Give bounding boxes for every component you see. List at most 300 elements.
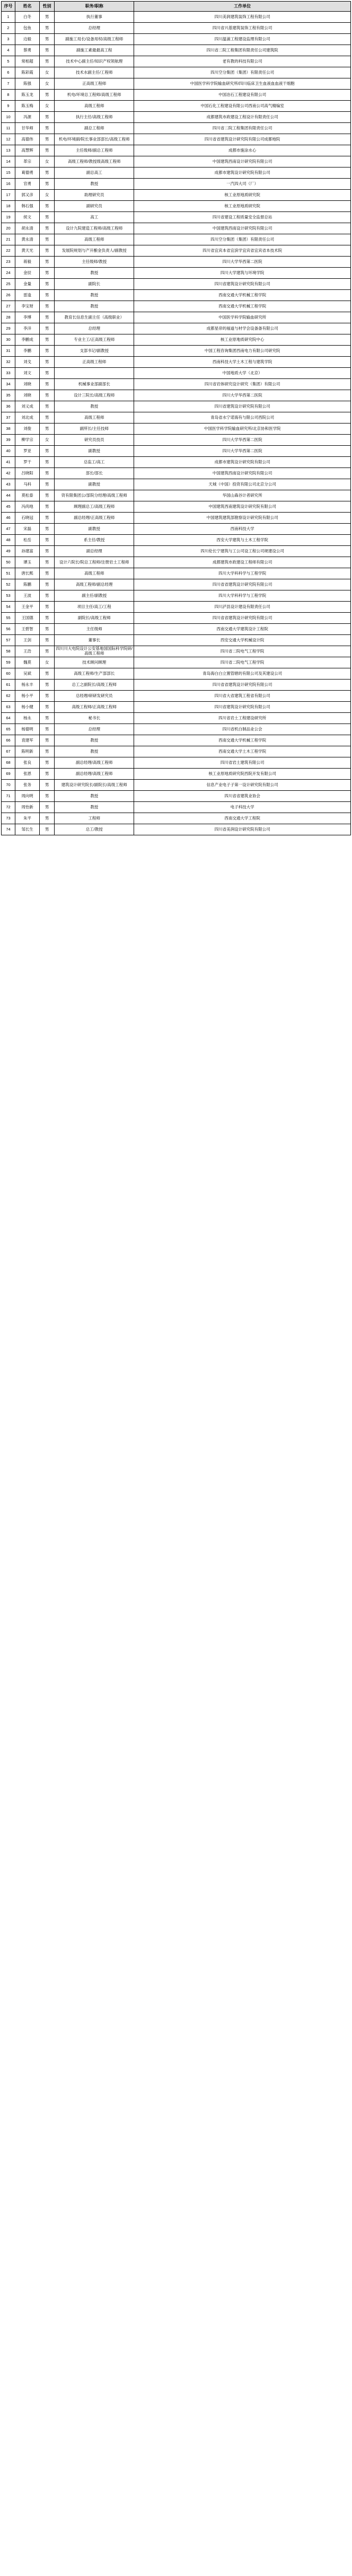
cell-organization: 四川省省建筑设计研究院有限公司 bbox=[134, 613, 351, 624]
cell-name: 王浩 bbox=[15, 646, 40, 657]
cell-sex: 男 bbox=[40, 401, 55, 412]
table-row bbox=[2, 635, 351, 646]
cell-sex: 男 bbox=[40, 390, 55, 401]
expert-roster-table bbox=[1, 1, 351, 835]
cell-organization: 四川省省建筑设计研究院有限公司 bbox=[134, 680, 351, 691]
cell-sex: 男 bbox=[40, 546, 55, 557]
cell-title: 技术中心副主任/知识产权领航理 bbox=[55, 56, 134, 67]
cell-index: 16 bbox=[2, 179, 15, 190]
cell-title: 秘书长 bbox=[55, 713, 134, 724]
column-header-index: 序号 bbox=[2, 2, 15, 12]
cell-organization: 西南科技大学 bbox=[134, 524, 351, 535]
cell-index: 2 bbox=[2, 23, 15, 34]
table-row bbox=[2, 468, 351, 479]
cell-index: 1 bbox=[2, 12, 15, 23]
table-row bbox=[2, 746, 351, 757]
cell-organization: 四川省岩土建筑有限公司 bbox=[134, 757, 351, 769]
cell-index: 61 bbox=[2, 680, 15, 691]
cell-name: 高慧辉 bbox=[15, 145, 40, 156]
cell-organization: 成都市施涂水心 bbox=[134, 145, 351, 156]
cell-title: 副总经理/高级工程师 bbox=[55, 769, 134, 780]
cell-name: 松岳 bbox=[15, 535, 40, 546]
cell-name: 王剑 bbox=[15, 635, 40, 646]
cell-name: 雷逢 bbox=[15, 290, 40, 301]
cell-title: 董事长 bbox=[55, 635, 134, 646]
cell-title: 高级工程师/副总经理 bbox=[55, 579, 134, 590]
cell-index: 51 bbox=[2, 568, 15, 579]
cell-sex: 男 bbox=[40, 713, 55, 724]
cell-sex: 男 bbox=[40, 535, 55, 546]
cell-name: 魏莫 bbox=[15, 657, 40, 668]
cell-title: 高级工程师 bbox=[55, 412, 134, 424]
cell-organization: 核工业原地质研究院西院开发有限公司 bbox=[134, 769, 351, 780]
cell-organization: 成都市建筑设计研究院有限公司 bbox=[134, 457, 351, 468]
cell-name: 刘晓 bbox=[15, 379, 40, 390]
cell-title: 主任级师/教授 bbox=[55, 257, 134, 268]
cell-title: 执行主任/高级工程师 bbox=[55, 112, 134, 123]
cell-sex: 男 bbox=[40, 735, 55, 746]
table-row bbox=[2, 12, 351, 23]
cell-name: 陈彩霞 bbox=[15, 67, 40, 78]
cell-organization: 四川大学华西第二医院 bbox=[134, 446, 351, 457]
cell-name: 宋磊 bbox=[15, 524, 40, 535]
table-row bbox=[2, 45, 351, 56]
cell-name: 罗干 bbox=[15, 457, 40, 468]
cell-title: 副主任/副教授 bbox=[55, 590, 134, 602]
cell-name: 孙建富 bbox=[15, 546, 40, 557]
cell-organization: 成都星帝的福道与材学会设备备有限公司 bbox=[134, 323, 351, 334]
cell-sex: 男 bbox=[40, 34, 55, 45]
cell-sex: 男 bbox=[40, 769, 55, 780]
table-row bbox=[2, 546, 351, 557]
cell-name: 李鹏成 bbox=[15, 334, 40, 346]
cell-name: 朱平 bbox=[15, 813, 40, 824]
cell-organization: 四川省省建筑业协会 bbox=[134, 791, 351, 802]
cell-organization: 青岛省水宁诺海有与限公司西院公司 bbox=[134, 412, 351, 424]
cell-organization: 四川大学建筑与环境学院 bbox=[134, 268, 351, 279]
cell-name: 张恩 bbox=[15, 769, 40, 780]
cell-index: 47 bbox=[2, 524, 15, 535]
table-row bbox=[2, 179, 351, 190]
cell-index: 14 bbox=[2, 156, 15, 167]
cell-index: 23 bbox=[2, 257, 15, 268]
table-row bbox=[2, 735, 351, 746]
cell-organization: 中国地质大学（北京） bbox=[134, 368, 351, 379]
cell-name: 袁建军 bbox=[15, 735, 40, 746]
table-row bbox=[2, 145, 351, 156]
cell-organization: 西安大学建筑与土木工程学院 bbox=[134, 535, 351, 546]
cell-title: 正高级工程师 bbox=[55, 357, 134, 368]
cell-sex: 男 bbox=[40, 112, 55, 123]
cell-index: 56 bbox=[2, 624, 15, 635]
cell-organization: 四川省美润设计研究院有限公司 bbox=[134, 824, 351, 835]
cell-sex: 男 bbox=[40, 746, 55, 757]
cell-sex: 男 bbox=[40, 56, 55, 67]
cell-organization: 西南科技大学土木工程与建筑学院 bbox=[134, 357, 351, 368]
cell-name: 柳学宗 bbox=[15, 435, 40, 446]
cell-organization: 四川省建筑设计研究院有限公司 bbox=[134, 279, 351, 290]
cell-name: 黄天光 bbox=[15, 245, 40, 257]
cell-sex: 男 bbox=[40, 90, 55, 101]
cell-index: 38 bbox=[2, 424, 15, 435]
cell-sex: 男 bbox=[40, 490, 55, 501]
cell-organization: 西南交通大学机械工程学院 bbox=[134, 290, 351, 301]
cell-title: 总经理 bbox=[55, 323, 134, 334]
cell-organization: 中国建筑西南设计研究院有限公司 bbox=[134, 468, 351, 479]
table-row bbox=[2, 245, 351, 257]
cell-name: 金辰 bbox=[15, 268, 40, 279]
cell-organization: 四川大学华西第二医院 bbox=[134, 257, 351, 268]
table-row bbox=[2, 357, 351, 368]
cell-sex: 男 bbox=[40, 334, 55, 346]
cell-title: 教授 bbox=[55, 802, 134, 813]
cell-organization: 信息产业电子子第一设计研究院有限公司 bbox=[134, 780, 351, 791]
cell-title: 执行董事 bbox=[55, 12, 134, 23]
cell-title: 教授 bbox=[55, 179, 134, 190]
cell-organization: 华国山森谷计者研究所 bbox=[134, 490, 351, 501]
cell-index: 35 bbox=[2, 390, 15, 401]
cell-name: 刘晓 bbox=[15, 390, 40, 401]
cell-title: 系主任/教授 bbox=[55, 535, 134, 546]
table-row bbox=[2, 257, 351, 268]
cell-index: 19 bbox=[2, 212, 15, 223]
cell-organization: 西南交通大学机械工程学院 bbox=[134, 735, 351, 746]
cell-title: 副教授 bbox=[55, 524, 134, 535]
table-row bbox=[2, 424, 351, 435]
cell-organization: 电子科技大学 bbox=[134, 802, 351, 813]
table-row bbox=[2, 613, 351, 624]
cell-sex: 男 bbox=[40, 646, 55, 657]
cell-sex: 男 bbox=[40, 412, 55, 424]
cell-organization: 四川温浦工程建设监理有限公司 bbox=[134, 34, 351, 45]
cell-index: 55 bbox=[2, 613, 15, 624]
cell-sex: 男 bbox=[40, 824, 55, 835]
cell-name: 石晓冠 bbox=[15, 513, 40, 524]
cell-index: 20 bbox=[2, 223, 15, 234]
cell-title: 教授 bbox=[55, 746, 134, 757]
cell-sex: 男 bbox=[40, 802, 55, 813]
cell-title: 高级工程师 bbox=[55, 101, 134, 112]
cell-sex: 男 bbox=[40, 724, 55, 735]
table-row bbox=[2, 568, 351, 579]
cell-index: 6 bbox=[2, 67, 15, 78]
cell-sex: 女 bbox=[40, 657, 55, 668]
table-row bbox=[2, 702, 351, 713]
cell-title: 设计九院建造工程师/高级工程师 bbox=[55, 223, 134, 234]
column-header-organization: 工作单位 bbox=[134, 2, 351, 12]
cell-sex: 女 bbox=[40, 156, 55, 167]
table-row bbox=[2, 513, 351, 524]
cell-sex: 男 bbox=[40, 234, 55, 245]
cell-organization: 成都市建筑设计研究院有限公司 bbox=[134, 167, 351, 179]
cell-sex: 男 bbox=[40, 223, 55, 234]
cell-index: 67 bbox=[2, 746, 15, 757]
cell-name: 官勇 bbox=[15, 179, 40, 190]
cell-organization: 老有教的科技有限公司 bbox=[134, 56, 351, 67]
cell-title: 建筑设计研究院长/副院长/高级工程师 bbox=[55, 780, 134, 791]
cell-index: 45 bbox=[2, 501, 15, 513]
table-row bbox=[2, 201, 351, 212]
table-row bbox=[2, 446, 351, 457]
table-row bbox=[2, 802, 351, 813]
cell-name: 陈鹏 bbox=[15, 579, 40, 590]
table-row bbox=[2, 34, 351, 45]
table-row bbox=[2, 212, 351, 223]
cell-organization: 四川省岩土工程建设研究所 bbox=[134, 713, 351, 724]
cell-name: 冯源 bbox=[15, 112, 40, 123]
cell-title: 教育长信息生副主任（高级职业） bbox=[55, 312, 134, 323]
cell-title: 副总经理/高级工程师 bbox=[55, 757, 134, 769]
cell-name: 侯文 bbox=[15, 212, 40, 223]
cell-organization: 天城（中国）投资有限公司北京分公司 bbox=[134, 479, 351, 490]
cell-index: 54 bbox=[2, 602, 15, 613]
cell-sex: 男 bbox=[40, 635, 55, 646]
cell-name: 周怡新 bbox=[15, 802, 40, 813]
cell-index: 15 bbox=[2, 167, 15, 179]
cell-index: 36 bbox=[2, 401, 15, 412]
cell-organization: 四川省大省建筑工程省有限公司 bbox=[134, 691, 351, 702]
cell-title: 技术水副主任/工程师 bbox=[55, 67, 134, 78]
cell-sex: 男 bbox=[40, 134, 55, 145]
cell-name: 包鱼 bbox=[15, 23, 40, 34]
cell-sex: 男 bbox=[40, 145, 55, 156]
cell-index: 25 bbox=[2, 279, 15, 290]
cell-sex: 男 bbox=[40, 257, 55, 268]
cell-organization: 四川大学华西第二医院 bbox=[134, 435, 351, 446]
cell-sex: 男 bbox=[40, 357, 55, 368]
cell-index: 69 bbox=[2, 769, 15, 780]
cell-sex: 男 bbox=[40, 602, 55, 613]
cell-sex: 男 bbox=[40, 368, 55, 379]
table-row bbox=[2, 624, 351, 635]
table-row bbox=[2, 268, 351, 279]
table-header bbox=[2, 2, 351, 12]
table-row bbox=[2, 312, 351, 323]
cell-title: 正高级工程师 bbox=[55, 78, 134, 90]
cell-title: 副总经理/正高级工程师 bbox=[55, 513, 134, 524]
cell-sex: 男 bbox=[40, 468, 55, 479]
cell-index: 70 bbox=[2, 780, 15, 791]
cell-name: 郭又彦 bbox=[15, 190, 40, 201]
cell-title: 设计六院长/院总工程师/注册岩土工程师 bbox=[55, 557, 134, 568]
cell-index: 40 bbox=[2, 446, 15, 457]
cell-name: 蒋毅 bbox=[15, 257, 40, 268]
cell-sex: 男 bbox=[40, 568, 55, 579]
cell-index: 41 bbox=[2, 457, 15, 468]
cell-title: 副总高工 bbox=[55, 167, 134, 179]
cell-name: 陈强 bbox=[15, 78, 40, 90]
cell-title: 总经理 bbox=[55, 23, 134, 34]
table-row bbox=[2, 78, 351, 90]
cell-title: 教授 bbox=[55, 401, 134, 412]
cell-index: 66 bbox=[2, 735, 15, 746]
cell-name: 韩石强 bbox=[15, 201, 40, 212]
cell-index: 44 bbox=[2, 490, 15, 501]
cell-index: 63 bbox=[2, 702, 15, 713]
cell-organization: 四川省二院工程集团有限责任公司 bbox=[134, 123, 351, 134]
cell-name: 莫松泰 bbox=[15, 490, 40, 501]
table-row bbox=[2, 457, 351, 468]
table-row bbox=[2, 301, 351, 312]
table-row bbox=[2, 101, 351, 112]
table-row bbox=[2, 379, 351, 390]
cell-index: 5 bbox=[2, 56, 15, 67]
cell-name: 常相超 bbox=[15, 56, 40, 67]
cell-organization: 四川空分集团（集团）有限责任公司 bbox=[134, 67, 351, 78]
cell-index: 12 bbox=[2, 134, 15, 145]
cell-organization: 四川省建筑设计研究院有限公司 bbox=[134, 401, 351, 412]
cell-organization: 中国冶石工程建设有限公司 bbox=[134, 90, 351, 101]
table-row bbox=[2, 167, 351, 179]
cell-index: 18 bbox=[2, 201, 15, 212]
cell-sex: 男 bbox=[40, 791, 55, 802]
cell-title: 副研究员 bbox=[55, 201, 134, 212]
cell-index: 60 bbox=[2, 668, 15, 680]
cell-sex: 男 bbox=[40, 613, 55, 624]
cell-title bbox=[55, 368, 134, 379]
cell-title: 副总工程师 bbox=[55, 123, 134, 134]
table-row bbox=[2, 724, 351, 735]
cell-sex: 女 bbox=[40, 435, 55, 446]
cell-name: 邹长生 bbox=[15, 824, 40, 835]
cell-name: 周向明 bbox=[15, 791, 40, 802]
cell-title: 总经理 bbox=[55, 724, 134, 735]
cell-index: 74 bbox=[2, 824, 15, 835]
table-row bbox=[2, 579, 351, 590]
cell-sex: 男 bbox=[40, 123, 55, 134]
cell-sex: 男 bbox=[40, 279, 55, 290]
cell-index: 59 bbox=[2, 657, 15, 668]
table-row bbox=[2, 668, 351, 680]
table-row bbox=[2, 557, 351, 568]
cell-index: 65 bbox=[2, 724, 15, 735]
cell-title: 高级工程师/生产部部长 bbox=[55, 668, 134, 680]
cell-name: 蔡勇 bbox=[15, 45, 40, 56]
cell-sex: 男 bbox=[40, 179, 55, 190]
cell-organization: 西南交通大学土木工程学院 bbox=[134, 746, 351, 757]
cell-sex: 男 bbox=[40, 12, 55, 23]
table-row bbox=[2, 602, 351, 613]
cell-index: 26 bbox=[2, 290, 15, 301]
table-row bbox=[2, 334, 351, 346]
column-header-title: 职务/职称 bbox=[55, 2, 134, 12]
cell-title: 助理研究员 bbox=[55, 190, 134, 201]
cell-index: 32 bbox=[2, 357, 15, 368]
cell-sex: 男 bbox=[40, 680, 55, 691]
cell-name: 边毅 bbox=[15, 34, 40, 45]
cell-name: 冯尚地 bbox=[15, 501, 40, 513]
cell-organization: 中国医学科学院输血研究所/四川临床卫生血液血血液干细胞 bbox=[134, 78, 351, 90]
cell-title: 技术顾问顾理 bbox=[55, 657, 134, 668]
cell-organization: 中国医学科学院输血研究所 bbox=[134, 312, 351, 323]
cell-organization: 四川省机白制品业公会 bbox=[134, 724, 351, 735]
cell-name: 杨永丰 bbox=[15, 680, 40, 691]
cell-name: 李鹏 bbox=[15, 346, 40, 357]
cell-name: 陈玉龙 bbox=[15, 90, 40, 101]
cell-title: 研究员技员 bbox=[55, 435, 134, 446]
table-row bbox=[2, 401, 351, 412]
cell-index: 29 bbox=[2, 323, 15, 334]
header-row bbox=[2, 2, 351, 12]
cell-organization: 四川大学科科学与工程学院 bbox=[134, 568, 351, 579]
cell-index: 8 bbox=[2, 90, 15, 101]
table-row bbox=[2, 412, 351, 424]
cell-index: 17 bbox=[2, 190, 15, 201]
cell-sex: 男 bbox=[40, 579, 55, 590]
cell-index: 21 bbox=[2, 234, 15, 245]
cell-index: 71 bbox=[2, 791, 15, 802]
cell-index: 43 bbox=[2, 479, 15, 490]
cell-title: 高级工程师/教授级高级工程师 bbox=[55, 156, 134, 167]
cell-name: 王金平 bbox=[15, 602, 40, 613]
table-row bbox=[2, 156, 351, 167]
table-row bbox=[2, 223, 351, 234]
cell-name: 吕晓阳 bbox=[15, 468, 40, 479]
cell-name: 白冬 bbox=[15, 12, 40, 23]
cell-sex: 男 bbox=[40, 457, 55, 468]
cell-index: 33 bbox=[2, 368, 15, 379]
cell-title: 高级工程师 bbox=[55, 234, 134, 245]
cell-organization: 四川泸县设计建设有限责任公司 bbox=[134, 602, 351, 613]
table-row bbox=[2, 813, 351, 824]
cell-title: 专业主工/正高级工程师 bbox=[55, 334, 134, 346]
cell-index: 4 bbox=[2, 45, 15, 56]
cell-title: 总工之副院长/高级工程师 bbox=[55, 680, 134, 691]
cell-organization: 四川省建筑设计研究院有限公司 bbox=[134, 702, 351, 713]
cell-title: 副院长 bbox=[55, 279, 134, 290]
table-body bbox=[2, 12, 351, 835]
cell-index: 52 bbox=[2, 579, 15, 590]
cell-index: 73 bbox=[2, 813, 15, 824]
table-row bbox=[2, 56, 351, 67]
column-header-name: 姓名 bbox=[15, 2, 40, 12]
table-row bbox=[2, 234, 351, 245]
table-row bbox=[2, 769, 351, 780]
cell-sex: 男 bbox=[40, 346, 55, 357]
cell-index: 34 bbox=[2, 379, 15, 390]
cell-sex: 男 bbox=[40, 501, 55, 513]
cell-index: 9 bbox=[2, 101, 15, 112]
cell-title: 发展院规划与产开酿金负责人/副教授 bbox=[55, 245, 134, 257]
cell-title: 资有限集团公/部院分经理/高级工程师 bbox=[55, 490, 134, 501]
cell-index: 49 bbox=[2, 546, 15, 557]
cell-title: 副教授 bbox=[55, 479, 134, 490]
cell-name: 陈明新 bbox=[15, 746, 40, 757]
cell-organization: 核工业原地质研究院 bbox=[134, 201, 351, 212]
cell-sex: 男 bbox=[40, 245, 55, 257]
table-row bbox=[2, 657, 351, 668]
cell-organization: 核工业原地质研究院中心 bbox=[134, 334, 351, 346]
cell-organization: 四川美润建筑装饰工程有限公司 bbox=[134, 12, 351, 23]
table-row bbox=[2, 524, 351, 535]
cell-sex: 男 bbox=[40, 323, 55, 334]
cell-title: 教授 bbox=[55, 301, 134, 312]
cell-name: 刘义成 bbox=[15, 401, 40, 412]
cell-organization: 中国医学科学院输血研究所/北京协和医学院 bbox=[134, 424, 351, 435]
cell-organization: 四川大学华西第二医院 bbox=[134, 390, 351, 401]
table-row bbox=[2, 90, 351, 101]
cell-name: 唐长熙 bbox=[15, 568, 40, 579]
cell-sex: 男 bbox=[40, 813, 55, 824]
cell-index: 68 bbox=[2, 757, 15, 769]
cell-sex: 男 bbox=[40, 290, 55, 301]
cell-name: 甘华师 bbox=[15, 123, 40, 134]
cell-organization: 四川省兴基建筑装饰工程有限公司 bbox=[134, 23, 351, 34]
cell-name: 刘文 bbox=[15, 368, 40, 379]
cell-sex: 男 bbox=[40, 167, 55, 179]
table-row bbox=[2, 390, 351, 401]
cell-name: 罗亚 bbox=[15, 446, 40, 457]
